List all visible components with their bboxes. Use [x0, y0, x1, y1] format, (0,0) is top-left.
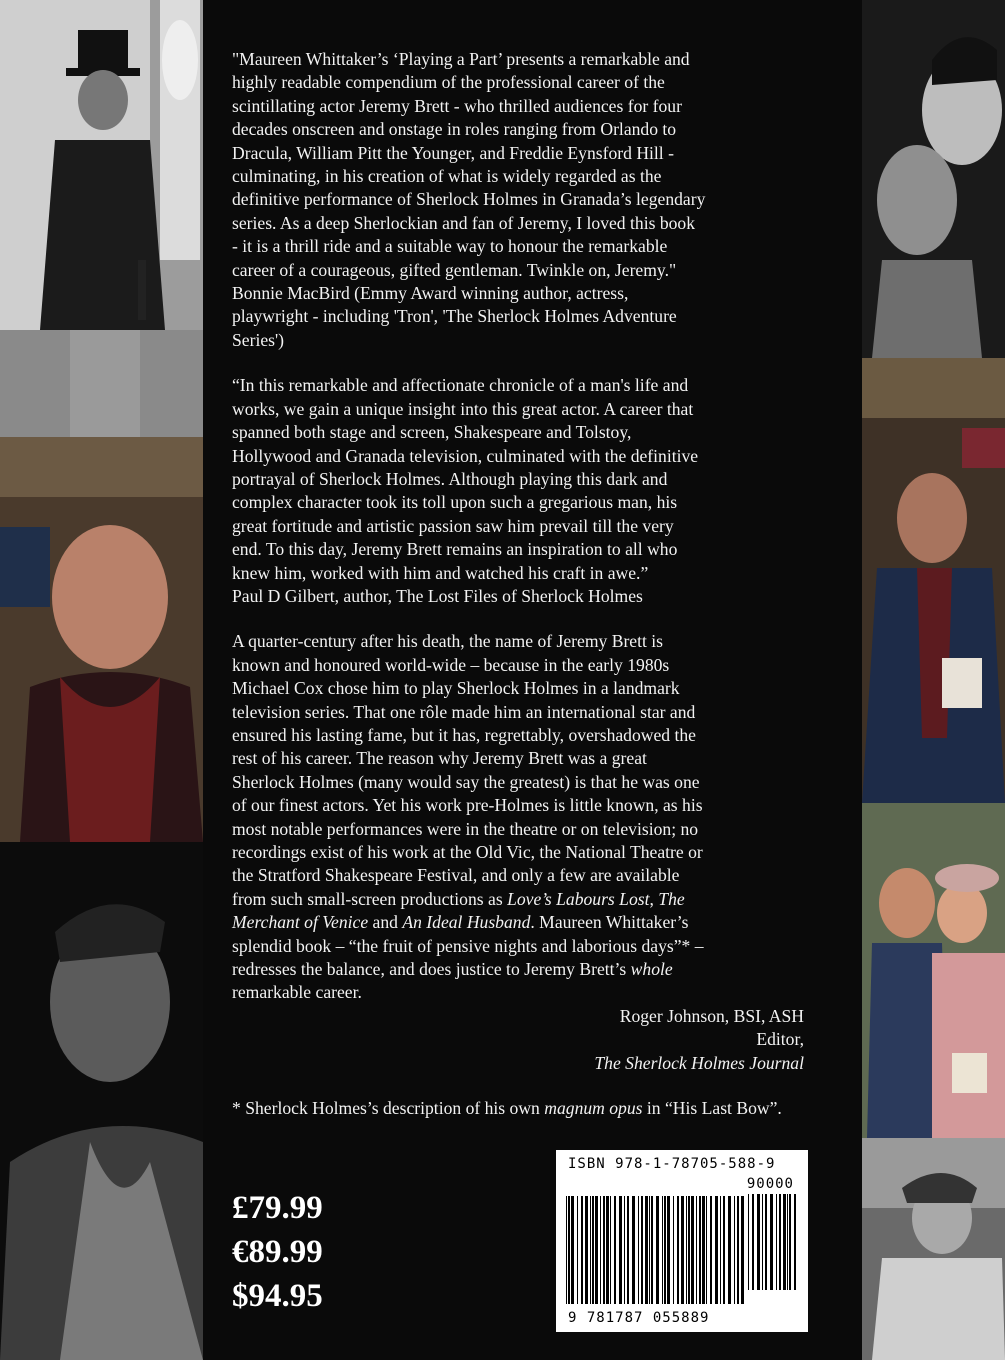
quote3-text: ,	[649, 888, 659, 909]
barcode-bar	[779, 1194, 781, 1290]
barcode-bar	[720, 1196, 721, 1304]
quote2-line: portrayal of Sherlock Holmes. Although playing this dark and	[232, 468, 668, 489]
price-gbp: £79.99	[232, 1190, 323, 1226]
barcode-bar	[614, 1196, 616, 1304]
quote3-text: . Maureen Whittaker’s	[530, 912, 689, 933]
quote1-line: culminating, in his creation of what is widely regarded as the	[232, 166, 662, 187]
quote1-line: "Maureen Whittaker’s ‘Playing a Part’ presents a remarkable and	[232, 49, 690, 69]
barcode-bar	[649, 1196, 650, 1304]
barcode-bar	[627, 1196, 629, 1304]
barcode-bar	[752, 1194, 754, 1290]
barcode-bar	[794, 1194, 796, 1290]
right-photo-strip	[862, 0, 1005, 1360]
barcode-bar	[741, 1196, 744, 1304]
price-list	[232, 1186, 323, 1318]
editor-label: Editor,	[756, 1029, 804, 1050]
photo-top-hat-actor	[0, 0, 203, 437]
quote1-line: series. As a deep Sherlockian and fan of Jeremy, I loved this book	[232, 212, 696, 233]
barcode-bar	[581, 1196, 583, 1304]
footnote-text: * Sherlock Holmes’s description of his own	[232, 1098, 545, 1119]
title-loves-labours-lost: Love’s Labours Lost	[507, 888, 650, 909]
quote1-line: scintillating actor Jeremy Brett - who thrilled audiences for four	[232, 95, 682, 116]
barcode-bar	[715, 1196, 718, 1304]
barcode-bars	[566, 1196, 746, 1304]
photo-actor-outdoors	[862, 1138, 1005, 1360]
barcode-bar	[662, 1196, 663, 1304]
barcode-bar	[783, 1194, 786, 1290]
quote1-line: highly readable compendium of the professional career of the	[232, 72, 665, 93]
quote3-text: from such small-screen productions as	[232, 888, 508, 909]
photo-film-still-couple	[862, 803, 1005, 1138]
barcode-bar	[624, 1196, 625, 1304]
quote3-line: the Stratford Shakespeare Festival, and only a few are available	[232, 865, 680, 886]
photo-profile-actor	[0, 842, 203, 1360]
quote1-attribution: Series')	[232, 329, 285, 350]
barcode-bar	[577, 1196, 578, 1304]
isbn-label: ISBN 978-1-78705-588-9	[568, 1156, 776, 1172]
barcode-bar	[585, 1196, 588, 1304]
quote3-line: known and honoured world-wide – because in the early 1980s	[232, 654, 670, 675]
barcode-bar	[656, 1196, 659, 1304]
barcode-bar	[566, 1196, 567, 1304]
barcode-bar	[638, 1196, 639, 1304]
barcode-bar	[673, 1196, 674, 1304]
quote3-line: recordings exist of his work at the Old Vic, the National Theatre or	[232, 842, 703, 862]
barcode-bar	[762, 1194, 763, 1290]
title-merchant-part1: The	[658, 888, 685, 909]
footnote-line: Last Bow”.	[701, 1098, 782, 1119]
barcode-bar	[590, 1196, 591, 1304]
barcode-bar	[728, 1196, 731, 1304]
quote3-line	[232, 888, 804, 911]
isbn-digits: 9 781787 055889	[568, 1310, 710, 1326]
barcode-bar	[691, 1196, 694, 1304]
barcode-bar	[600, 1196, 601, 1304]
barcode-bar	[706, 1196, 707, 1304]
barcode-bar	[789, 1194, 791, 1290]
photo-actor-signing-autograph	[862, 358, 1005, 803]
quote2-line: great fortitude and artistic passion saw him prevail till the very	[232, 515, 674, 536]
emphasis-magnum-opus: magnum opus	[544, 1098, 643, 1119]
quote1-line: career of a courageous, gifted gentleman. Twinkle on, Jeremy."	[232, 259, 677, 280]
quote-paul-gilbert	[232, 374, 804, 608]
barcode-bar	[667, 1196, 670, 1304]
barcode-bar	[664, 1196, 666, 1304]
quote3-text: and	[368, 912, 403, 933]
barcode-bar	[757, 1194, 760, 1290]
barcode-bar	[686, 1196, 687, 1304]
barcode-bar	[696, 1196, 697, 1304]
title-ideal-husband: An Ideal Husband	[402, 912, 531, 933]
barcode-bar	[645, 1196, 648, 1304]
isbn-barcode	[556, 1150, 808, 1332]
barcode-bar	[770, 1194, 773, 1290]
footnote-line	[232, 1098, 697, 1118]
barcode-bar	[723, 1196, 725, 1304]
quote-roger-johnson	[232, 630, 804, 1005]
quote2-line: end. To this day, Jeremy Brett remains an inspiration to all who	[232, 539, 678, 560]
barcode-bar	[688, 1196, 690, 1304]
quote3-line: A quarter-century after his death, the name of Jeremy Brett is	[232, 631, 664, 652]
quote-bonnie-macbird	[232, 48, 804, 352]
quote3-line: remarkable career.	[232, 982, 362, 1003]
photo-actor-with-skull	[862, 0, 1005, 358]
title-merchant-part2: Merchant of Venice	[232, 912, 369, 933]
roger-johnson-signature	[232, 1005, 804, 1075]
quote3-line: ensured his lasting fame, but it has, regrettably, overshadowed the	[232, 724, 696, 745]
quote2-line: works, we gain a unique insight into this great actor. A career that	[232, 398, 694, 419]
barcode-bar	[681, 1196, 684, 1304]
quote2-line: complex character took its toll upon such a gregarious man, his	[232, 492, 678, 513]
emphasis-whole: whole	[630, 959, 673, 980]
quote3-line	[232, 958, 804, 981]
quote1-attribution: Bonnie MacBird (Emmy Award winning author, actress,	[232, 283, 629, 304]
quote2-line: spanned both stage and screen, Shakespeare and Tolstoy,	[232, 422, 632, 443]
barcode-bar	[595, 1196, 598, 1304]
barcode-bar	[632, 1196, 635, 1304]
photo-smiling-actor-scarf	[0, 437, 203, 842]
quote1-line: Dracula, William Pitt the Younger, and Freddie Eynsford Hill -	[232, 142, 674, 163]
footnote-text: in “His	[642, 1098, 698, 1119]
price-usd: $94.95	[232, 1278, 323, 1314]
signature-name: Roger Johnson, BSI, ASH	[619, 1005, 804, 1026]
isbn-addon-number: 90000	[746, 1176, 794, 1192]
quote2-attribution: Paul D Gilbert, author, The Lost Files of Sherlock Holmes	[232, 585, 643, 606]
quote1-attribution: playwright - including 'Tron', 'The Sherlock Holmes Adventure	[232, 306, 677, 327]
barcode-bar	[651, 1196, 653, 1304]
barcode-bar	[765, 1194, 767, 1290]
quote3-line: Sherlock Holmes (many would say the greatest) is that he was one	[232, 771, 700, 792]
barcode-bar	[699, 1196, 701, 1304]
quote3-line: of our finest actors. Yet his work pre-Holmes is little known, as his	[232, 795, 703, 816]
quote2-line: knew him, worked with him and watched his craft in awe.”	[232, 562, 649, 583]
quote1-line: decades onscreen and onstage in roles ranging from Orlando to	[232, 119, 677, 140]
journal-title: The Sherlock Holmes Journal	[594, 1052, 804, 1073]
barcode-bar	[603, 1196, 605, 1304]
quote3-line: most notable performances were in the theatre or on television; no	[232, 818, 699, 839]
barcode-bar	[592, 1196, 594, 1304]
quote1-line: - it is a thrill ride and a suitable way to honour the remarkable	[232, 236, 668, 257]
barcode-bar	[677, 1196, 679, 1304]
barcode-bar	[710, 1196, 712, 1304]
barcode-bar	[748, 1194, 749, 1290]
quote3-line: rest of his career. The reason why Jeremy Brett was a great	[232, 748, 647, 769]
left-photo-strip	[0, 0, 203, 1360]
price-eur: €89.99	[232, 1234, 323, 1270]
quote2-line: “In this remarkable and affectionate chronicle of a man's life and	[232, 375, 689, 396]
quote2-line: Hollywood and Granada television, culminated with the definitive	[232, 445, 699, 466]
barcode-bar	[787, 1194, 788, 1290]
quote1-line: definitive performance of Sherlock Holmes in Granada’s legendary	[232, 189, 706, 210]
barcode-addon-bars	[748, 1194, 798, 1290]
barcode-bar	[734, 1196, 735, 1304]
footnote	[232, 1097, 804, 1120]
barcode-bar	[619, 1196, 622, 1304]
quote3-line: television series. That one rôle made him an international star and	[232, 701, 696, 722]
back-cover-text	[232, 48, 804, 1120]
quote3-line: Michael Cox chose him to play Sherlock Holmes in a landmark	[232, 678, 680, 699]
signature-editor	[232, 1028, 804, 1075]
quote3-line: splendid book – “the fruit of pensive nights and laborious days”* –	[232, 935, 704, 956]
barcode-bar	[568, 1196, 570, 1304]
barcode-bar	[702, 1196, 705, 1304]
barcode-bar	[641, 1196, 643, 1304]
barcode-bar	[776, 1194, 777, 1290]
quote3-line	[232, 911, 804, 934]
barcode-bar	[571, 1196, 574, 1304]
barcode-bar	[606, 1196, 609, 1304]
barcode-bar	[737, 1196, 739, 1304]
quote3-text: redresses the balance, and does justice to Jeremy Brett’s	[232, 959, 631, 980]
barcode-bar	[610, 1196, 611, 1304]
